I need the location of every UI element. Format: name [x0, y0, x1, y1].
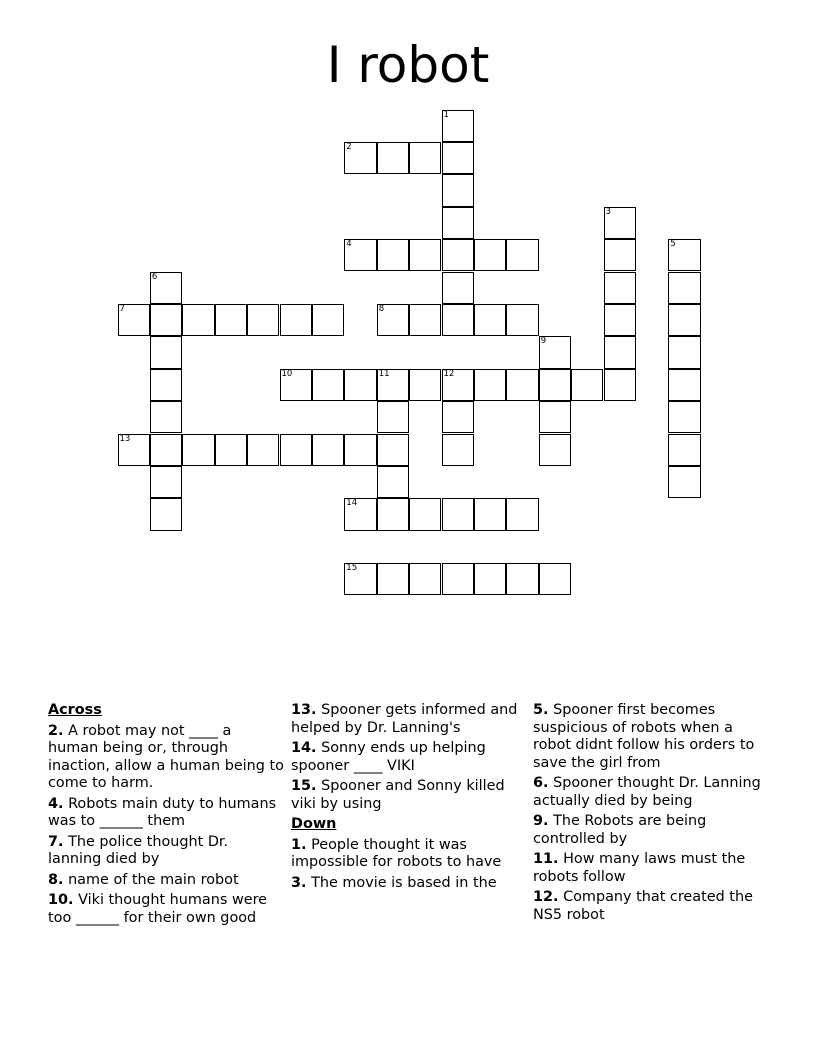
puzzle-title: I robot: [326, 36, 490, 94]
across-clues-list-1: [48, 723, 284, 928]
grid-cell[interactable]: [409, 498, 441, 530]
grid-cell[interactable]: [506, 304, 538, 336]
grid-cell[interactable]: [377, 434, 409, 466]
grid-cell[interactable]: [344, 498, 376, 530]
clue-item: [48, 796, 284, 831]
grid-cell[interactable]: [506, 369, 538, 401]
grid-cell[interactable]: [377, 401, 409, 433]
across-heading: Across: [48, 702, 102, 718]
clue-item: [533, 702, 769, 772]
clue-item: [291, 875, 527, 893]
clue-text: Spooner thought Dr. Lanning actually died by being: [533, 775, 761, 809]
clue-number: 14: [346, 498, 358, 509]
grid-cell[interactable]: [409, 239, 441, 271]
clue-number-label: 4.: [48, 795, 64, 812]
clue-number: 3: [605, 206, 611, 217]
grid-cell[interactable]: [215, 304, 247, 336]
clue-item: [48, 872, 284, 890]
grid-cell[interactable]: [604, 336, 636, 368]
grid-cell[interactable]: [539, 336, 571, 368]
clue-number: 8: [378, 303, 385, 314]
clue-number: 1: [443, 109, 449, 120]
grid-cell[interactable]: [118, 304, 150, 336]
clue-item: [48, 723, 284, 793]
clue-text: Viki thought humans were too ______ for their own good: [48, 892, 268, 926]
clue-number: 6: [151, 271, 158, 282]
grid-cell[interactable]: [247, 304, 279, 336]
grid-cell[interactable]: [280, 369, 312, 401]
grid-cell[interactable]: [474, 304, 506, 336]
grid-cell[interactable]: [442, 239, 474, 271]
grid-cell[interactable]: [344, 239, 376, 271]
grid-cell[interactable]: [377, 142, 409, 174]
clue-number: 9: [540, 336, 547, 347]
clue-number-label: 10.: [48, 892, 74, 908]
down-clues-list-1: [291, 837, 527, 893]
clue-item: [533, 851, 769, 886]
clue-item: [48, 892, 284, 927]
clue-item: [291, 837, 527, 872]
clue-text: The police thought Dr. lanning died by: [48, 833, 229, 867]
grid-cell[interactable]: [377, 239, 409, 271]
grid-cell[interactable]: [668, 466, 700, 498]
grid-cell[interactable]: [247, 434, 279, 466]
grid-cell[interactable]: [474, 239, 506, 271]
clue-number: 13: [119, 433, 131, 444]
grid-cell[interactable]: [280, 434, 312, 466]
clue-number-label: 6.: [533, 775, 549, 791]
grid-cell[interactable]: [377, 563, 409, 595]
clue-item: [533, 889, 769, 924]
down-clues-list-2: [533, 702, 769, 924]
grid-cell[interactable]: [344, 142, 376, 174]
grid-cell[interactable]: [150, 466, 182, 498]
across-clues-list-2: [291, 702, 527, 813]
grid-cell[interactable]: [604, 272, 636, 304]
grid-cell[interactable]: [215, 434, 247, 466]
clue-number: 7: [119, 303, 125, 314]
clue-number: 10: [281, 368, 293, 379]
clue-number-label: 15.: [291, 778, 317, 794]
grid-cell[interactable]: [442, 369, 474, 401]
clue-number-label: 12.: [533, 889, 559, 905]
clue-number-label: 9.: [533, 813, 549, 829]
grid-cell[interactable]: [506, 239, 538, 271]
grid-cell[interactable]: [571, 369, 603, 401]
clue-text: How many laws must the robots follow: [533, 851, 746, 885]
clue-number-label: 5.: [533, 702, 549, 718]
grid-cell[interactable]: [668, 434, 700, 466]
clue-item: [533, 775, 769, 810]
grid-cell[interactable]: [442, 304, 474, 336]
grid-cell[interactable]: [442, 174, 474, 206]
grid-cell[interactable]: [312, 304, 344, 336]
grid-cell[interactable]: [312, 369, 344, 401]
clue-item: [533, 813, 769, 848]
clues-column-1: [48, 702, 284, 930]
grid-cell[interactable]: [377, 498, 409, 530]
grid-cell[interactable]: [409, 304, 441, 336]
grid-cell[interactable]: [182, 434, 214, 466]
grid-cell[interactable]: [604, 304, 636, 336]
grid-cell[interactable]: [182, 304, 214, 336]
grid-cell[interactable]: [409, 369, 441, 401]
grid-cell[interactable]: [539, 563, 571, 595]
clue-text: Spooner gets informed and helped by Dr. Lanning's: [291, 702, 518, 736]
clue-text: Robots main duty to humans was to ______ them: [48, 795, 277, 829]
grid-cell[interactable]: [539, 369, 571, 401]
clue-text: A robot may not ____ a human being or, through inaction, allow a human being to come to harm.: [48, 722, 284, 791]
clue-text: Company that created the NS5 robot: [533, 889, 753, 923]
clue-number-label: 3.: [291, 874, 307, 891]
grid-cell[interactable]: [118, 434, 150, 466]
grid-cell[interactable]: [668, 369, 700, 401]
clue-item: [291, 778, 527, 813]
clues-column-3: [533, 702, 769, 927]
grid-cell[interactable]: [604, 207, 636, 239]
clue-number-label: 1.: [291, 836, 307, 853]
clue-number: 12: [443, 368, 455, 379]
clue-number-label: 13.: [291, 702, 317, 718]
grid-cell[interactable]: [150, 434, 182, 466]
clue-number: 4: [346, 239, 352, 250]
grid-cell[interactable]: [668, 304, 700, 336]
grid-cell[interactable]: [442, 207, 474, 239]
grid-cell[interactable]: [150, 304, 182, 336]
clue-item: [291, 740, 527, 775]
grid-cell[interactable]: [539, 401, 571, 433]
grid-cell[interactable]: [604, 239, 636, 271]
grid-cell[interactable]: [474, 498, 506, 530]
grid-cell[interactable]: [150, 401, 182, 433]
clue-text: The movie is based in the: [311, 874, 497, 891]
grid-cell[interactable]: [442, 110, 474, 142]
clue-number-label: 2.: [48, 722, 64, 739]
clue-text: Sonny ends up helping spooner ____ VIKI: [291, 740, 486, 774]
clue-text: The Robots are being controlled by: [533, 813, 707, 847]
clue-number-label: 8.: [48, 871, 64, 888]
grid-cell[interactable]: [312, 434, 344, 466]
clue-text: People thought it was impossible for robots to have: [291, 836, 502, 870]
grid-cell[interactable]: [344, 563, 376, 595]
grid-cell[interactable]: [668, 401, 700, 433]
grid-cell[interactable]: [506, 498, 538, 530]
grid-cell[interactable]: [442, 142, 474, 174]
clue-text: Spooner and Sonny killed viki by using: [291, 778, 505, 812]
clue-number: 2: [346, 141, 352, 152]
grid-cell[interactable]: [442, 272, 474, 304]
clue-number: 15: [346, 563, 358, 574]
clue-text: name of the main robot: [68, 871, 239, 888]
grid-cell[interactable]: [344, 369, 376, 401]
grid-cell[interactable]: [280, 304, 312, 336]
clue-number: 5: [670, 239, 676, 250]
grid-cell[interactable]: [506, 563, 538, 595]
grid-cell[interactable]: [377, 369, 409, 401]
clue-number: 11: [378, 368, 390, 379]
grid-cell[interactable]: [539, 434, 571, 466]
down-heading: Down: [291, 816, 337, 832]
grid-cell[interactable]: [474, 563, 506, 595]
grid-cell[interactable]: [150, 369, 182, 401]
grid-cell[interactable]: [442, 434, 474, 466]
grid-cell[interactable]: [604, 369, 636, 401]
grid-cell[interactable]: [377, 304, 409, 336]
grid-cell[interactable]: [150, 336, 182, 368]
clue-text: Spooner first becomes suspicious of robots when a robot didnt follow his orders to save the girl from: [533, 702, 755, 771]
grid-cell[interactable]: [344, 434, 376, 466]
grid-cell[interactable]: [668, 239, 700, 271]
clue-number-label: 11.: [533, 851, 559, 867]
grid-cell[interactable]: [442, 401, 474, 433]
grid-cell[interactable]: [409, 142, 441, 174]
grid-cell[interactable]: [668, 336, 700, 368]
clue-number-label: 7.: [48, 833, 64, 850]
grid-cell[interactable]: [442, 498, 474, 530]
clue-number-label: 14.: [291, 740, 317, 756]
grid-cell[interactable]: [150, 498, 182, 530]
clue-item: [48, 834, 284, 869]
grid-cell[interactable]: [377, 466, 409, 498]
grid-cell[interactable]: [668, 272, 700, 304]
grid-cell[interactable]: [442, 563, 474, 595]
grid-cell[interactable]: [409, 563, 441, 595]
clues-column-2: [291, 702, 527, 895]
clue-item: [291, 702, 527, 737]
grid-cell[interactable]: [474, 369, 506, 401]
grid-cell[interactable]: [150, 272, 182, 304]
